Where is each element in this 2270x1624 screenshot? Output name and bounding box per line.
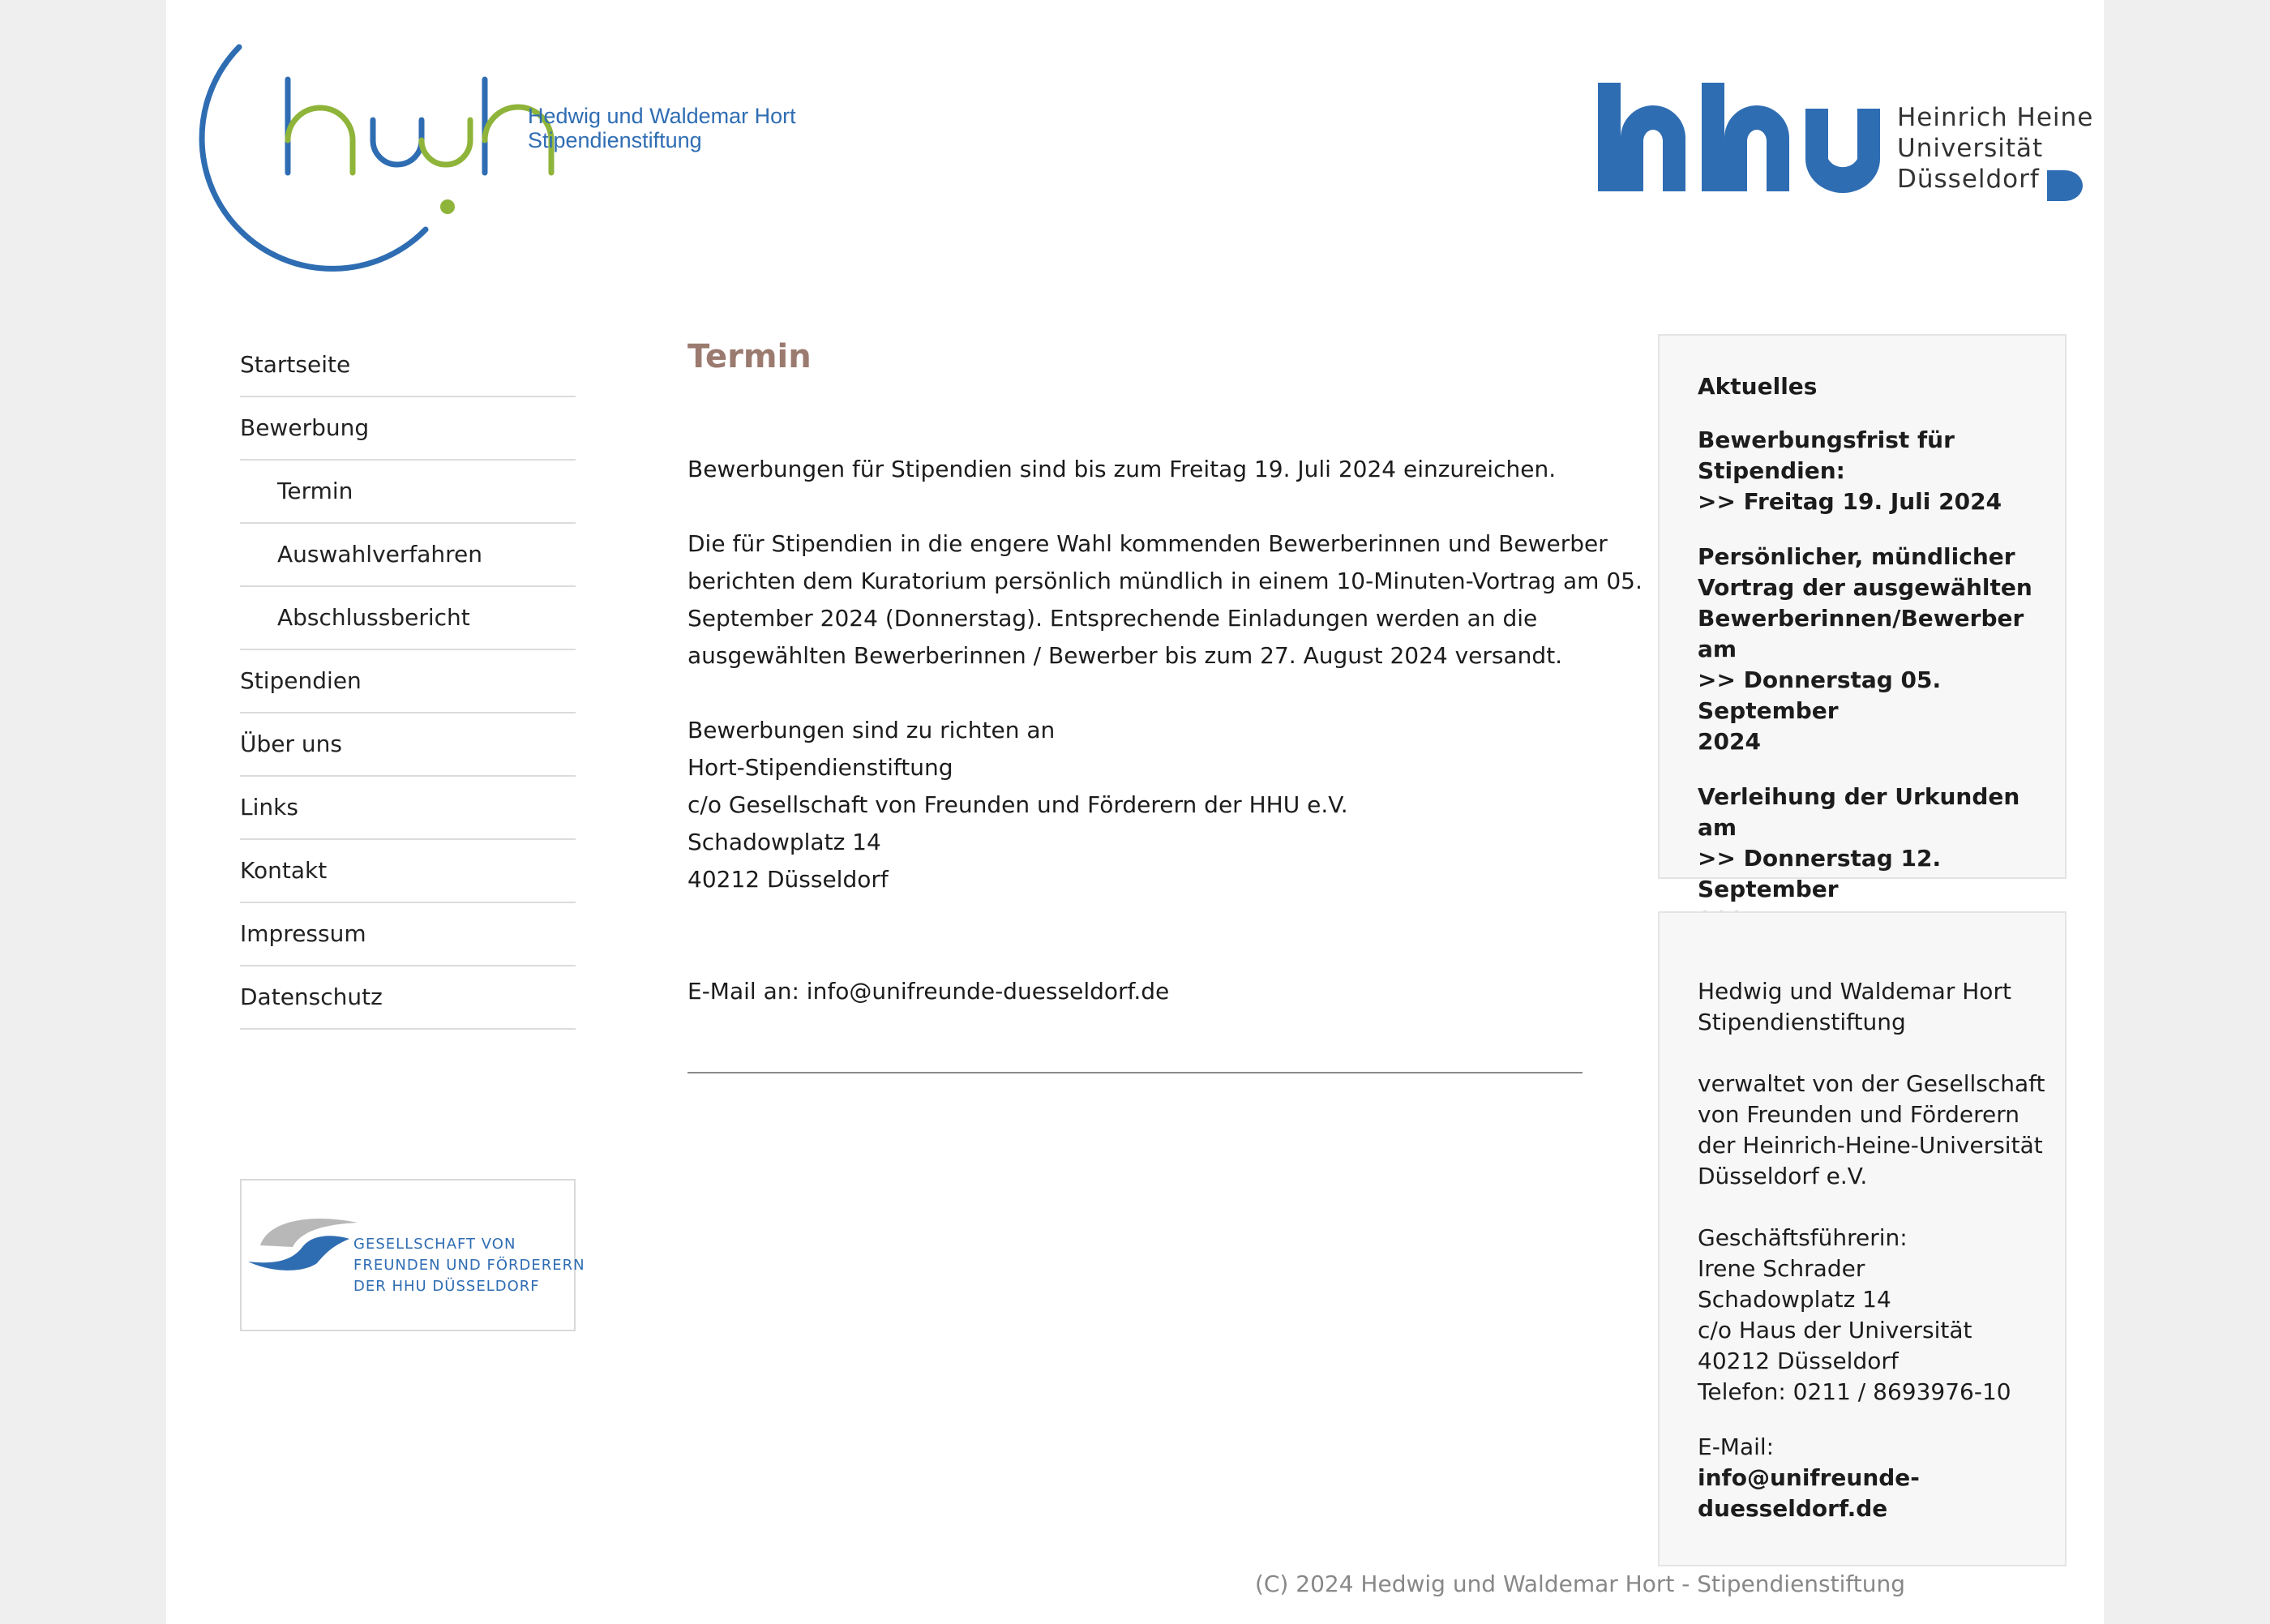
contact-line: Schadowplatz 14 [1698, 1286, 1891, 1313]
contact-line: Telefon: 0211 / 8693976-10 [1698, 1378, 2011, 1405]
text-line: 40212 Düsseldorf [687, 866, 889, 893]
main-nav [240, 334, 576, 1030]
text-line: September 2024 (Donnerstag). Entsprechende Einladungen werden an die [687, 605, 1538, 632]
contact-email-label: E-Mail: [1698, 1433, 1775, 1460]
aktuelles-box [1658, 334, 2067, 902]
text-line: Bewerbungen sind zu richten an [687, 717, 1056, 743]
hhu-name-line3: Düsseldorf [1897, 165, 2040, 194]
contact-email-link[interactable] [1698, 1463, 2045, 1524]
page-title: Termin [687, 338, 812, 375]
partner-line3: DER HHU DÜSSELDORF [353, 1278, 540, 1295]
aktuelles-item: Verleihung der Urkunden am [1698, 783, 2020, 841]
nav-item-ueber-uns[interactable]: Über uns [240, 713, 576, 777]
aktuelles-content [1698, 371, 2065, 936]
page [166, 0, 2104, 1624]
hhu-logo [1598, 81, 1898, 195]
text-line: berichten dem Kuratorium persönlich mündlich in einem 10-Minuten-Vortrag am 05. [687, 568, 1643, 594]
contact-box [1658, 911, 2067, 1566]
email-line: E-Mail an: info@unifreunde-duesseldorf.de [687, 978, 1170, 1005]
contact-line: Irene Schrader [1698, 1255, 1865, 1282]
hwh-name-line2: Stipendienstiftung [528, 128, 702, 152]
aktuelles-item: Bewerbungsfrist für Stipendien: [1698, 426, 1955, 484]
aktuelles-item: Bewerberinnen/Bewerber am [1698, 605, 2024, 662]
aktuelles-item: >> Donnerstag 05. September [1698, 666, 1942, 724]
aktuelles-item: Persönlicher, mündlicher [1698, 543, 2015, 570]
contact-line: Stipendienstiftung [1698, 1009, 1906, 1035]
contact-line: verwaltet von der Gesellschaft [1698, 1070, 2045, 1097]
partner-line2: FREUNDEN UND FÖRDERERN [353, 1257, 585, 1274]
nav-item-datenschutz[interactable]: Datenschutz [240, 966, 576, 1030]
aktuelles-item: >> Donnerstag 12. September [1698, 845, 1942, 902]
contact-line: Düsseldorf e.V. [1698, 1163, 1868, 1189]
hhu-name-line1: Heinrich Heine [1897, 103, 2094, 132]
hhu-d-mark [2047, 170, 2083, 201]
nav-item-termin[interactable]: Termin [240, 461, 576, 524]
nav-item-auswahlverfahren[interactable]: Auswahlverfahren [240, 524, 576, 587]
main-content [687, 324, 1643, 1005]
text-line: Hort-Stipendienstiftung [687, 754, 953, 781]
contact-line: c/o Haus der Universität [1698, 1317, 1972, 1343]
aktuelles-item: Vortrag der ausgewählten [1698, 574, 2032, 601]
partner-logo-icon [244, 1213, 358, 1278]
nav-item-bewerbung[interactable]: Bewerbung [240, 397, 576, 461]
contact-line: der Heinrich-Heine-Universität [1698, 1132, 2043, 1159]
nav-item-startseite[interactable]: Startseite [240, 334, 576, 397]
nav-item-stipendien[interactable]: Stipendien [240, 650, 576, 713]
contact-content [1698, 976, 2045, 1524]
nav-item-kontakt[interactable]: Kontakt [240, 840, 576, 903]
aktuelles-item: >> Freitag 19. Juli 2024 [1698, 488, 2002, 515]
nav-item-links[interactable]: Links [240, 777, 576, 840]
aktuelles-item: 2024 [1698, 728, 1761, 755]
contact-email-line: duesseldorf.de [1698, 1495, 1888, 1522]
footer-copyright: (C) 2024 Hedwig und Waldemar Hort - Stipendienstiftung [1254, 1570, 1905, 1597]
nav-item-impressum[interactable]: Impressum [240, 903, 576, 966]
partner-line1: GESELLSCHAFT VON [353, 1236, 516, 1253]
hhu-name-line2: Universität [1897, 134, 2044, 163]
hwh-name-line1: Hedwig und Waldemar Hort [528, 104, 796, 128]
text-line: Die für Stipendien in die engere Wahl kommenden Bewerberinnen und Bewerber [687, 530, 1608, 557]
content-divider [687, 1072, 1583, 1073]
nav-item-abschlussbericht[interactable]: Abschlussbericht [240, 587, 576, 650]
hwh-logo-text [528, 104, 796, 152]
text-line: ausgewählten Bewerberinnen / Bewerber bis zum 27. August 2024 versandt. [687, 642, 1563, 669]
hwh-logo [191, 39, 823, 274]
partner-logo-text [353, 1234, 585, 1297]
text-line: c/o Gesellschaft von Freunden und Förderern der HHU e.V. [687, 791, 1348, 818]
aktuelles-title: Aktuelles [1698, 373, 1818, 400]
deadline-paragraph: Bewerbungen für Stipendien sind bis zum Freitag 19. Juli 2024 einzureichen. [687, 456, 1557, 482]
partner-logo-link[interactable] [240, 1179, 585, 1331]
address-paragraph [687, 712, 1348, 898]
contact-line: von Freunden und Förderern [1698, 1101, 2019, 1128]
contact-line: Geschäftsführerin: [1698, 1224, 1908, 1251]
contact-line: 40212 Düsseldorf [1698, 1348, 1899, 1374]
text-line: Schadowplatz 14 [687, 829, 881, 855]
contact-email-line: info@unifreunde- [1698, 1464, 1920, 1491]
contact-line: Hedwig und Waldemar Hort [1698, 978, 2011, 1005]
presentation-paragraph [687, 525, 1643, 675]
